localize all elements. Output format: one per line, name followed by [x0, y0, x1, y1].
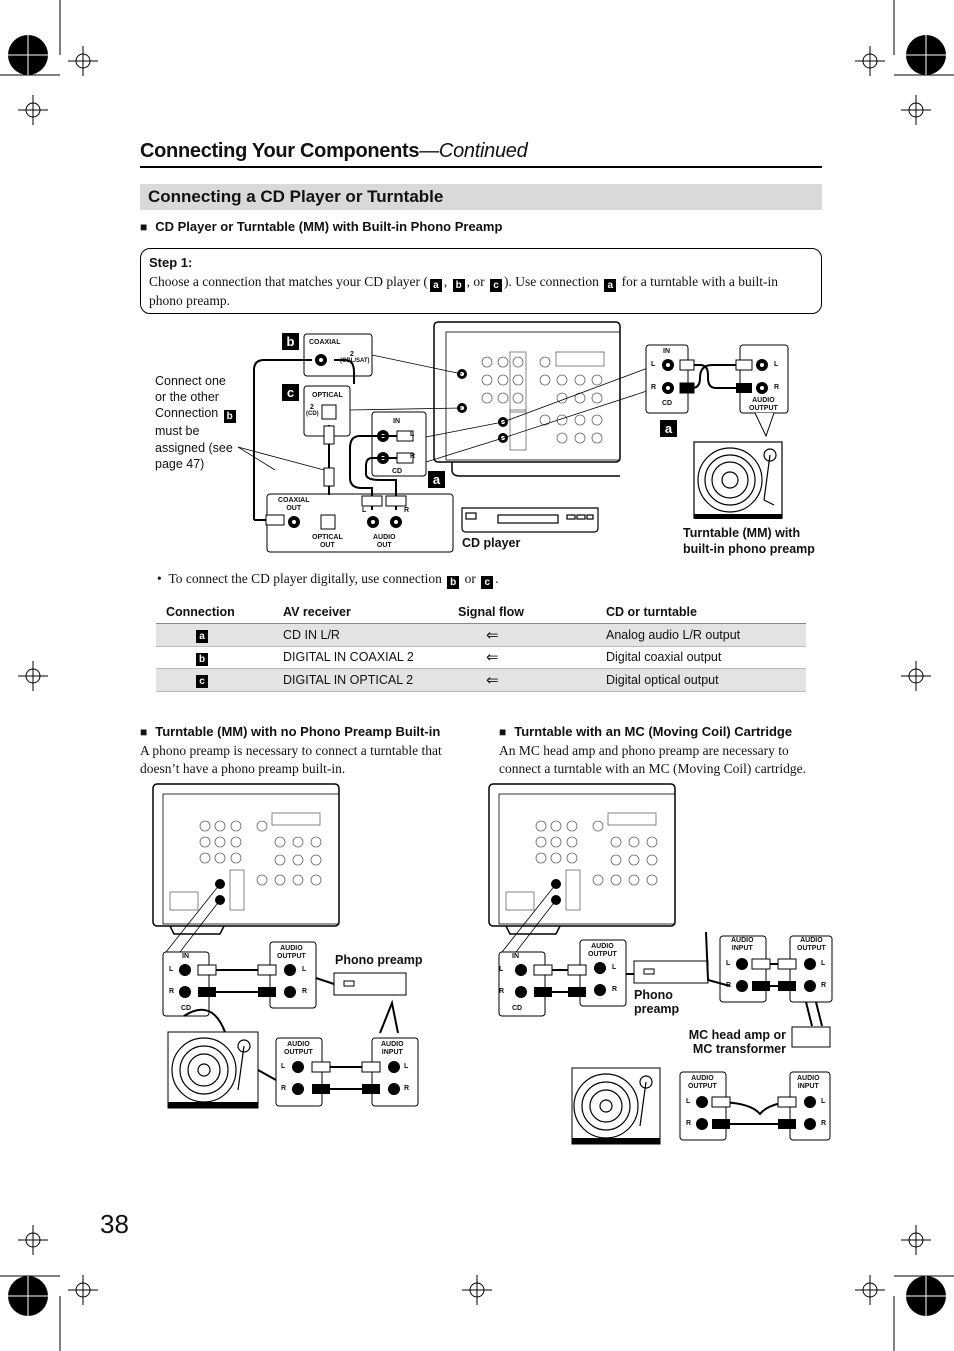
- cd-connection-diagram: [0, 0, 954, 600]
- key-b-callout: b: [282, 333, 299, 350]
- key-c: c: [196, 675, 208, 688]
- r-label: R: [410, 453, 416, 460]
- audio-output-line: OUTPUT: [688, 1083, 717, 1090]
- optical-out-line: OPTICAL: [312, 534, 343, 541]
- step-sep: ,: [443, 274, 448, 289]
- step-text-a: Choose a connection that matches your CD player (: [149, 274, 428, 289]
- audio-input-line: AUDIO: [381, 1041, 404, 1048]
- coaxial-num: 2: [350, 351, 354, 358]
- bullet-or: or: [464, 571, 476, 586]
- audio-input-line: AUDIO: [731, 937, 754, 944]
- key-c: c: [481, 576, 493, 589]
- key-c: c: [490, 279, 502, 292]
- l-label: L: [774, 361, 779, 368]
- audio-output-line: AUDIO: [691, 1075, 714, 1082]
- key-c-callout: c: [282, 384, 299, 401]
- phono-preamp-label: [634, 988, 679, 1016]
- optical-label: OPTICAL: [312, 392, 343, 399]
- l-label: L: [302, 966, 307, 973]
- note-text: Connection: [155, 406, 219, 421]
- note-line: assigned (see: [155, 440, 233, 455]
- phono-preamp-line: Phono: [634, 988, 673, 1002]
- optical-out-line: OUT: [319, 542, 335, 549]
- r-label: R: [281, 1085, 287, 1092]
- r-label: R: [821, 1120, 827, 1127]
- lower-diagrams: [0, 780, 954, 1160]
- section-title: Connecting a CD Player or Turntable: [148, 187, 444, 206]
- subsection-title-3-text: Turntable with an MC (Moving Coil) Cartridge: [514, 724, 793, 739]
- note-line: page 47): [155, 456, 205, 471]
- header-connection: Connection: [166, 604, 235, 619]
- l-label: L: [612, 964, 617, 971]
- header-av-receiver: AV receiver: [283, 604, 351, 619]
- audio-output-line: OUTPUT: [749, 405, 778, 412]
- subsection-title-2: [140, 724, 440, 739]
- audio-out-line: AUDIO: [373, 534, 396, 541]
- key-a: a: [604, 279, 616, 292]
- r-label: R: [726, 982, 732, 989]
- header-cd-or-turntable: CD or turntable: [606, 604, 697, 619]
- table-row: [156, 647, 806, 670]
- key-a: a: [430, 279, 442, 292]
- connection-cell: [156, 649, 283, 666]
- audio-output-label: [277, 945, 306, 961]
- l-label: L: [169, 966, 174, 973]
- cd-player-label: CD player: [462, 536, 521, 550]
- audio-input-line: INPUT: [731, 945, 753, 952]
- r-label: R: [404, 1085, 410, 1092]
- r-label: R: [821, 982, 827, 989]
- r-label: R: [302, 988, 308, 995]
- note-line: or the other: [155, 390, 219, 405]
- subsection-title-3: [499, 724, 792, 739]
- audio-output-label: [749, 397, 778, 413]
- audio-output-label: [588, 943, 617, 959]
- subsection-body-3: An MC head amp and phono preamp are necessary to connect a turntable with an MC (Moving Coil) cartridge.: [499, 743, 807, 776]
- key-a-callout: a: [428, 471, 445, 488]
- mc-head-line: MC transformer: [692, 1042, 786, 1056]
- step-text-c: ). Use connection: [504, 274, 603, 289]
- header-continued: —Continued: [419, 140, 528, 162]
- r-label: R: [686, 1120, 692, 1127]
- receiver-cell: CD IN L/R: [283, 627, 340, 642]
- key-a-callout-right: a: [660, 420, 677, 437]
- table-row: [156, 624, 806, 647]
- key-a: a: [196, 630, 208, 643]
- header-title: Connecting Your Components: [140, 140, 420, 162]
- connection-cell: [156, 626, 283, 643]
- audio-output-line: OUTPUT: [277, 953, 306, 960]
- bullet-text: To connect the CD player digitally, use connection: [168, 571, 442, 586]
- table-row: [156, 669, 806, 692]
- audio-output-label: [688, 1075, 717, 1091]
- audio-input-label: [797, 1075, 820, 1091]
- l-label: L: [651, 361, 656, 368]
- turntable-line: built-in phono preamp: [683, 542, 815, 556]
- phono-preamp-label: Phono preamp: [335, 953, 423, 967]
- audio-output-line: AUDIO: [800, 937, 823, 944]
- assignment-note: [155, 373, 238, 472]
- step-text-d: for a turntable with a built-in phono preamp.: [149, 274, 778, 308]
- subsection-title-2-text: Turntable (MM) with no Phono Preamp Built-in: [155, 724, 441, 739]
- cd-label-right: CD: [662, 400, 673, 407]
- page-number: 38: [100, 1209, 129, 1239]
- flow-arrow: ⇐: [486, 626, 499, 644]
- l-label: L: [499, 966, 504, 973]
- l-label: L: [686, 1098, 691, 1105]
- audio-output-line: AUDIO: [591, 943, 614, 950]
- l-label: L: [821, 960, 826, 967]
- mc-head-amp-label: [684, 1028, 786, 1056]
- flow-arrow: ⇐: [486, 671, 499, 689]
- r-label: R: [169, 988, 175, 995]
- audio-output-line: AUDIO: [287, 1041, 310, 1048]
- audio-output-line: AUDIO: [280, 945, 303, 952]
- r-label: R: [651, 384, 657, 391]
- cd-label: CD: [392, 468, 403, 475]
- audio-input-label: [381, 1041, 404, 1057]
- coaxial-label: COAXIAL: [309, 339, 341, 346]
- audio-input-label: [731, 937, 754, 953]
- l-label: L: [404, 1063, 409, 1070]
- coaxial-out-line: COAXIAL: [278, 497, 310, 504]
- audio-out-line: OUT: [376, 542, 392, 549]
- r-label: R: [612, 986, 618, 993]
- flow-arrow: ⇐: [486, 649, 499, 667]
- digital-bullet: • To connect the CD player digitally, use connection b or c .: [157, 571, 499, 588]
- mc-head-line: MC head amp or: [688, 1028, 786, 1042]
- device-cell: Digital optical output: [606, 672, 719, 687]
- l-label: L: [362, 507, 367, 514]
- audio-output-label: [284, 1041, 313, 1057]
- bullet-end: .: [495, 571, 499, 586]
- connection-cell: [156, 671, 283, 688]
- r-label: R: [499, 988, 505, 995]
- in-label: IN: [182, 953, 189, 960]
- in-label-right: IN: [663, 348, 670, 355]
- key-b: b: [447, 576, 459, 589]
- r-label: R: [774, 384, 780, 391]
- l-label: L: [281, 1063, 286, 1070]
- table-header: [156, 600, 806, 624]
- audio-output-line: AUDIO: [752, 397, 775, 404]
- optical-cd-label: (CD): [306, 411, 319, 417]
- in-label: IN: [393, 418, 400, 425]
- note-line: [155, 405, 238, 423]
- key-b: b: [196, 653, 208, 666]
- receiver-cell: DIGITAL IN OPTICAL 2: [283, 672, 414, 687]
- audio-output-line: OUTPUT: [797, 945, 826, 952]
- l-label: L: [821, 1098, 826, 1105]
- l-label: L: [410, 431, 415, 438]
- cd-label: CD: [512, 1005, 523, 1012]
- device-cell: Digital coaxial output: [606, 650, 722, 665]
- coaxial-out-label: [278, 497, 310, 513]
- audio-output-line: OUTPUT: [588, 951, 617, 958]
- audio-input-line: INPUT: [797, 1083, 819, 1090]
- audio-output-label: [797, 937, 826, 953]
- optical-num: 2: [310, 404, 314, 411]
- audio-input-line: AUDIO: [797, 1075, 820, 1082]
- l-label: L: [726, 960, 731, 967]
- step-label: Step 1:: [149, 255, 193, 270]
- audio-out-label: [373, 534, 396, 550]
- cd-label: CD: [181, 1005, 192, 1012]
- key-b: b: [224, 410, 236, 423]
- audio-input-line: INPUT: [381, 1049, 403, 1056]
- note-line: must be: [155, 424, 200, 439]
- in-label: IN: [512, 953, 519, 960]
- coaxial-out-line: OUT: [286, 505, 302, 512]
- optical-out-label: [312, 534, 343, 550]
- cbl-sat-label: (CBL/SAT): [340, 358, 370, 364]
- subsection-title-1-text: CD Player or Turntable (MM) with Built-in Phono Preamp: [155, 219, 503, 234]
- turntable-label: [683, 525, 815, 557]
- connection-table: [156, 600, 806, 692]
- audio-output-line: OUTPUT: [284, 1049, 313, 1056]
- receiver-cell: DIGITAL IN COAXIAL 2: [283, 650, 414, 665]
- r-label: R: [404, 507, 410, 514]
- phono-preamp-line: preamp: [634, 1002, 680, 1016]
- header-signal-flow: Signal flow: [458, 604, 524, 619]
- key-b: b: [453, 279, 465, 292]
- step-text-b: , or: [466, 274, 489, 289]
- device-cell: Analog audio L/R output: [606, 627, 741, 642]
- note-line: Connect one: [155, 374, 226, 388]
- turntable-line: Turntable (MM) with: [683, 526, 801, 540]
- subsection-body-2: A phono preamp is necessary to connect a turntable that doesn’t have a phono preamp built-in.: [140, 743, 442, 776]
